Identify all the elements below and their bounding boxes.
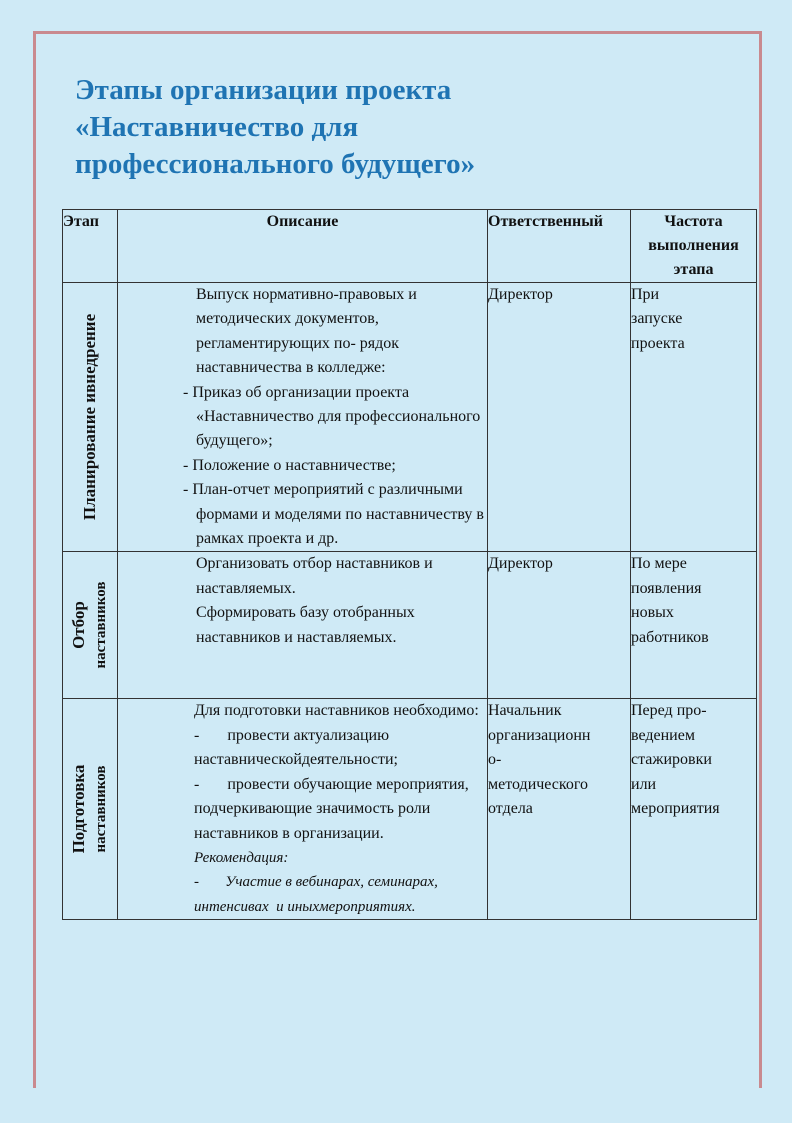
responsible-line: Директор (488, 286, 553, 303)
desc-line: Сформировать базу отобранных (196, 604, 415, 622)
responsible-line: Начальник (488, 702, 562, 720)
frequency-line: новых (631, 604, 674, 622)
desc-line: - провести актуализацию (194, 726, 390, 744)
desc-line: - Приказ об организации проекта (183, 383, 410, 401)
stage-label: Подготовка (69, 764, 88, 854)
header-responsible: Ответственный (488, 210, 631, 283)
responsible-line: методического (488, 775, 589, 793)
title-line-2: «Наставничество для (75, 111, 359, 143)
frequency-line: По мере (631, 555, 687, 573)
frequency-cell (631, 699, 757, 920)
desc-line: Организовать отбор наставников и (196, 555, 433, 573)
stage-label: Отбор (69, 601, 88, 650)
desc-line: интенсивах и иныхмероприятиях. (194, 898, 416, 915)
stage-cell (63, 552, 118, 699)
table-row (63, 552, 757, 699)
frequency-line: стажировки (631, 751, 712, 769)
frequency-line: запуске (631, 310, 683, 328)
table-header-row (63, 210, 757, 283)
desc-line: - Участие в вебинарах, семинарах, (194, 874, 438, 891)
desc-line: Для подготовки наставников необходимо: (194, 702, 479, 720)
desc-line: методических документов, (196, 310, 379, 328)
frequency-line: проекта (631, 334, 685, 352)
desc-line: «Наставничество для профессионального (196, 408, 481, 426)
desc-line: рамках проекта и др. (196, 530, 339, 548)
frequency-line: Перед про- (631, 702, 707, 720)
desc-line: - План-отчет мероприятий с различными (183, 481, 463, 499)
stage-cell (63, 283, 118, 552)
header-frequency-line: этапа (673, 261, 714, 278)
desc-line: формами и моделями по наставничеству в (196, 505, 484, 523)
responsible-cell (488, 699, 631, 920)
frequency-line: мероприятия (631, 800, 720, 818)
header-frequency-line: Частота (664, 213, 723, 230)
description-cell (118, 699, 488, 920)
header-description: Описание (118, 210, 488, 283)
description-cell (118, 552, 488, 699)
desc-line: - Положение о наставничестве; (183, 456, 396, 474)
desc-line: подчеркивающие значимость роли (194, 800, 431, 818)
responsible-line: организационн (488, 726, 591, 744)
responsible-line: отдела (488, 800, 533, 818)
desc-line: наставников и наставляемых. (196, 628, 397, 646)
responsible-line: Директор (488, 555, 553, 573)
header-stage: Этап (63, 210, 118, 283)
desc-line: наставников в организации. (194, 824, 384, 842)
desc-line: регламентирующих по- рядок (196, 334, 400, 352)
frequency-cell (631, 552, 757, 699)
frequency-line: или (631, 775, 657, 793)
title-line-3: профессионального будущего» (75, 148, 476, 180)
table-row (63, 699, 757, 920)
header-frequency (631, 210, 757, 283)
title-line-1: Этапы организации проекта (75, 74, 452, 106)
stages-table (62, 209, 757, 920)
desc-line: Выпуск нормативно-правовых и (196, 286, 417, 303)
frequency-cell (631, 283, 757, 552)
frequency-line: ведением (631, 726, 695, 744)
desc-line: - провести обучающие мероприятия, (194, 775, 469, 793)
header-frequency-line: выполнения (648, 237, 739, 254)
frequency-line: При (631, 286, 660, 303)
responsible-cell (488, 283, 631, 552)
stage-label: наставников (93, 582, 109, 669)
frequency-line: появления (631, 579, 702, 597)
stage-cell (63, 699, 118, 920)
desc-line: наставническойдеятельности; (194, 751, 398, 769)
page-title (75, 72, 715, 183)
stage-label: Планирование ивнедрение (80, 314, 99, 521)
frequency-line: работников (631, 628, 709, 646)
desc-line: наставничества в колледже: (196, 359, 386, 377)
table-row (63, 283, 757, 552)
desc-line: наставляемых. (196, 579, 296, 597)
responsible-line: о- (488, 751, 502, 769)
desc-line: будущего»; (196, 432, 273, 450)
stage-label: наставников (93, 765, 109, 853)
responsible-cell (488, 552, 631, 699)
desc-line: Рекомендация: (194, 849, 289, 866)
description-cell (118, 283, 488, 552)
